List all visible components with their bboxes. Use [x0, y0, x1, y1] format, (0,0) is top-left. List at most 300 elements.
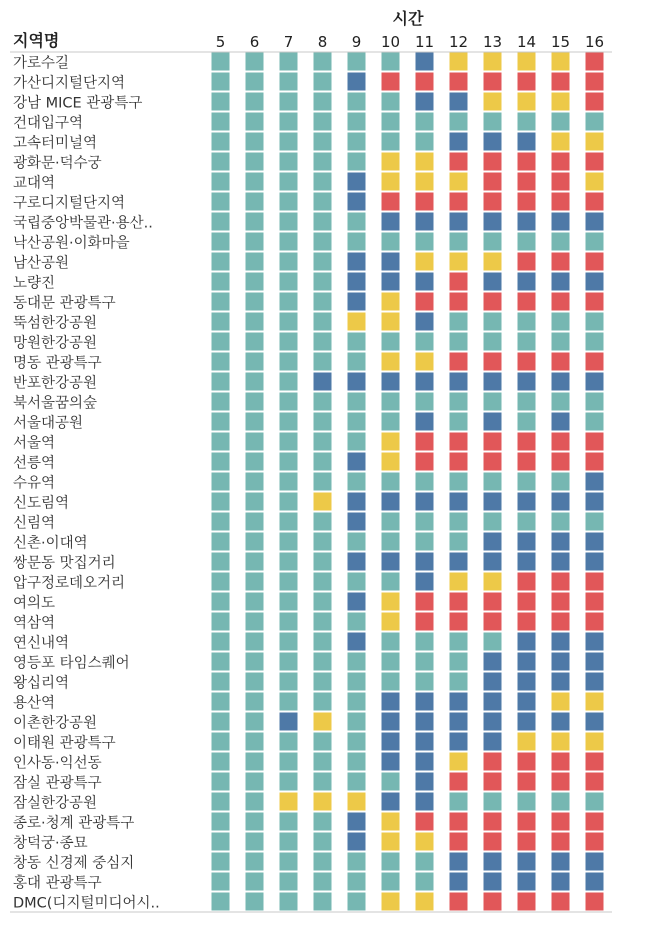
heatmap-cell [586, 553, 604, 571]
heatmap-cell [586, 793, 604, 811]
heatmap-row [13, 513, 604, 532]
heatmap-cell [586, 433, 604, 451]
heatmap-cell [348, 553, 366, 571]
heatmap-cell [416, 493, 434, 511]
heatmap-cell [552, 833, 570, 851]
heatmap-cell [348, 653, 366, 671]
heatmap-cell [484, 653, 502, 671]
heatmap-cell [348, 393, 366, 411]
heatmap-cell [450, 493, 468, 511]
heatmap-cell [314, 373, 332, 391]
row-label: 건대입구역 [13, 115, 84, 132]
row-label: 서울대공원 [13, 415, 84, 432]
heatmap-cell [552, 893, 570, 911]
heatmap-cell [450, 113, 468, 131]
heatmap-cell [586, 633, 604, 651]
heatmap-cell [586, 713, 604, 731]
heatmap-row [13, 233, 604, 252]
heatmap-cell [348, 793, 366, 811]
heatmap-cell [212, 673, 230, 691]
heatmap-cell [552, 373, 570, 391]
heatmap-cell [450, 193, 468, 211]
heatmap-cell [484, 353, 502, 371]
heatmap-row [13, 273, 604, 292]
heatmap-cell [382, 773, 400, 791]
heatmap-cell [416, 813, 434, 831]
heatmap-cell [314, 173, 332, 191]
heatmap-cell [484, 873, 502, 891]
heatmap-cell [552, 453, 570, 471]
heatmap-cell [314, 493, 332, 511]
heatmap-cell [280, 713, 298, 731]
heatmap-cell [518, 673, 536, 691]
heatmap-cell [382, 153, 400, 171]
heatmap-cell [484, 293, 502, 311]
heatmap-cell [552, 53, 570, 71]
heatmap-cell [280, 213, 298, 231]
heatmap-cell [280, 533, 298, 551]
heatmap-cell [416, 93, 434, 111]
heatmap-cell [212, 693, 230, 711]
heatmap-cell [348, 873, 366, 891]
heatmap-cell [348, 573, 366, 591]
heatmap-cell [280, 113, 298, 131]
heatmap-cell [552, 173, 570, 191]
heatmap-row [13, 553, 604, 572]
heatmap-cell [484, 533, 502, 551]
heatmap-cell [552, 553, 570, 571]
heatmap-cell [484, 413, 502, 431]
heatmap-cell [348, 113, 366, 131]
heatmap-cell [518, 173, 536, 191]
heatmap-cell [246, 313, 264, 331]
heatmap-cell [382, 433, 400, 451]
heatmap-cell [416, 753, 434, 771]
heatmap-cell [246, 373, 264, 391]
heatmap-cell [314, 393, 332, 411]
heatmap-cell [416, 693, 434, 711]
heatmap-cell [314, 613, 332, 631]
heatmap-cell [450, 73, 468, 91]
heatmap-row [13, 373, 604, 392]
heatmap-cell [416, 893, 434, 911]
heatmap-cell [450, 273, 468, 291]
heatmap-cell [212, 453, 230, 471]
heatmap-cell [518, 153, 536, 171]
heatmap-cell [450, 133, 468, 151]
heatmap-cell [552, 673, 570, 691]
heatmap-cell [212, 53, 230, 71]
heatmap-cell [586, 353, 604, 371]
column-label-11: 11 [414, 33, 435, 51]
heatmap-cell [552, 633, 570, 651]
heatmap-cell [416, 73, 434, 91]
heatmap-cell [280, 253, 298, 271]
column-label-9: 9 [351, 33, 362, 51]
heatmap-cell [246, 73, 264, 91]
heatmap-row [13, 113, 604, 132]
heatmap-row [13, 153, 604, 172]
heatmap-cell [586, 853, 604, 871]
heatmap-cell [212, 573, 230, 591]
heatmap-cell [314, 453, 332, 471]
heatmap-cell [348, 73, 366, 91]
heatmap-cell [484, 93, 502, 111]
heatmap-cell [484, 733, 502, 751]
heatmap-cell [280, 333, 298, 351]
heatmap-cell [416, 273, 434, 291]
heatmap-cell [518, 133, 536, 151]
heatmap-cell [552, 273, 570, 291]
heatmap-cell [212, 153, 230, 171]
heatmap-cell [212, 253, 230, 271]
heatmap-cell [484, 433, 502, 451]
heatmap-cell [586, 293, 604, 311]
heatmap-cell [484, 793, 502, 811]
heatmap-cell [484, 373, 502, 391]
heatmap-cell [382, 313, 400, 331]
heatmap-cell [450, 733, 468, 751]
heatmap-cell [280, 673, 298, 691]
heatmap-cell [518, 393, 536, 411]
heatmap-cell [518, 633, 536, 651]
heatmap-cell [450, 893, 468, 911]
row-label: 구로디지털단지역 [13, 195, 126, 212]
heatmap-cell [552, 133, 570, 151]
heatmap-cell [280, 573, 298, 591]
heatmap-row [13, 193, 604, 212]
heatmap-cell [280, 413, 298, 431]
heatmap-cell [552, 653, 570, 671]
heatmap-cell [484, 313, 502, 331]
row-label: 가산디지털단지역 [13, 75, 126, 92]
heatmap-cell [246, 653, 264, 671]
heatmap-cell [382, 793, 400, 811]
heatmap-cell [280, 153, 298, 171]
heatmap-cell [586, 313, 604, 331]
heatmap-cell [552, 853, 570, 871]
row-label: DMC(디지털미디어시.. [13, 895, 160, 912]
heatmap-cell [314, 513, 332, 531]
heatmap-row [13, 733, 604, 752]
heatmap-cell [280, 473, 298, 491]
heatmap-cell [518, 653, 536, 671]
heatmap-cell [484, 393, 502, 411]
heatmap-cell [416, 853, 434, 871]
heatmap-cell [586, 253, 604, 271]
heatmap-cell [586, 53, 604, 71]
heatmap-cell [246, 693, 264, 711]
heatmap-cell [314, 193, 332, 211]
heatmap-cell [348, 213, 366, 231]
heatmap-cell [518, 713, 536, 731]
row-label: 창동 신경제 중심지 [13, 855, 135, 872]
row-label: 국립중앙박물관·용산.. [13, 215, 153, 232]
heatmap-row [13, 73, 604, 92]
heatmap-cell [586, 573, 604, 591]
heatmap-cell [416, 453, 434, 471]
heatmap-cell [518, 433, 536, 451]
row-label: 강남 MICE 관광특구 [13, 95, 143, 112]
heatmap-cell [382, 353, 400, 371]
heatmap-cell [348, 533, 366, 551]
heatmap-cell [212, 613, 230, 631]
heatmap-cell [212, 513, 230, 531]
heatmap-cell [382, 893, 400, 911]
heatmap-cell [484, 573, 502, 591]
heatmap-cell [586, 533, 604, 551]
heatmap-cell [280, 433, 298, 451]
heatmap-cell [484, 213, 502, 231]
heatmap-cell [552, 73, 570, 91]
heatmap-cell [212, 193, 230, 211]
heatmap-cell [246, 813, 264, 831]
heatmap-cell [518, 893, 536, 911]
heatmap-cell [212, 853, 230, 871]
heatmap-cell [246, 293, 264, 311]
heatmap-cell [212, 333, 230, 351]
row-label: 압구정로데오거리 [13, 575, 126, 592]
heatmap-cell [586, 213, 604, 231]
heatmap-cell [518, 273, 536, 291]
heatmap-cell [280, 833, 298, 851]
heatmap-cell [450, 213, 468, 231]
heatmap-cell [416, 713, 434, 731]
heatmap-cell [246, 613, 264, 631]
heatmap-cell [552, 353, 570, 371]
heatmap-row [13, 53, 604, 72]
heatmap-cell [348, 353, 366, 371]
heatmap-cell [518, 213, 536, 231]
heatmap-cell [348, 333, 366, 351]
heatmap-cell [416, 233, 434, 251]
heatmap-cell [518, 793, 536, 811]
heatmap-cell [552, 713, 570, 731]
heatmap-cell [246, 893, 264, 911]
heatmap-cell [280, 373, 298, 391]
heatmap-cell [552, 333, 570, 351]
heatmap-cell [382, 233, 400, 251]
heatmap-cell [348, 293, 366, 311]
heatmap-cell [212, 473, 230, 491]
heatmap-cell [280, 853, 298, 871]
heatmap-cell [586, 613, 604, 631]
heatmap-cell [450, 793, 468, 811]
heatmap-cell [314, 553, 332, 571]
heatmap-cell [280, 773, 298, 791]
heatmap-cell [280, 633, 298, 651]
heatmap-cell [382, 213, 400, 231]
heatmap-cell [552, 793, 570, 811]
heatmap-cell [382, 533, 400, 551]
heatmap-cell [450, 233, 468, 251]
heatmap-cell [314, 73, 332, 91]
heatmap-cell [382, 673, 400, 691]
heatmap-cell [518, 453, 536, 471]
heatmap-cell [280, 693, 298, 711]
heatmap-cell [586, 173, 604, 191]
heatmap-cell [416, 873, 434, 891]
heatmap-cell [348, 413, 366, 431]
row-label: 역삼역 [13, 615, 56, 632]
heatmap-cell [416, 773, 434, 791]
row-label: 뚝섬한강공원 [13, 315, 98, 332]
heatmap-cell [518, 833, 536, 851]
heatmap-cell [348, 153, 366, 171]
heatmap-row [13, 533, 604, 552]
heatmap-cell [450, 653, 468, 671]
heatmap-cell [484, 73, 502, 91]
heatmap-cell [314, 133, 332, 151]
heatmap-cell [212, 713, 230, 731]
heatmap-cell [246, 333, 264, 351]
column-header: 시간 [392, 9, 424, 28]
heatmap-cell [314, 53, 332, 71]
heatmap-row [13, 793, 604, 812]
heatmap-row [13, 133, 604, 152]
heatmap-cell [450, 153, 468, 171]
heatmap-cell [212, 733, 230, 751]
heatmap-cell [518, 753, 536, 771]
heatmap-cell [212, 293, 230, 311]
heatmap-cell [382, 93, 400, 111]
row-label: 반포한강공원 [13, 375, 98, 392]
heatmap-cell [348, 853, 366, 871]
column-label-13: 13 [482, 33, 503, 51]
heatmap-cell [314, 733, 332, 751]
heatmap-row [13, 353, 604, 372]
heatmap-cell [382, 873, 400, 891]
heatmap-cell [314, 853, 332, 871]
heatmap-cell [416, 313, 434, 331]
heatmap-cell [484, 333, 502, 351]
heatmap-cell [416, 133, 434, 151]
column-label-8: 8 [317, 33, 328, 51]
heatmap-cell [314, 433, 332, 451]
heatmap-cell [450, 553, 468, 571]
heatmap-cell [552, 233, 570, 251]
heatmap-cell [586, 453, 604, 471]
heatmap-cell [518, 513, 536, 531]
heatmap-cell [450, 433, 468, 451]
heatmap-cell [382, 753, 400, 771]
heatmap-cell [484, 53, 502, 71]
heatmap-cell [314, 593, 332, 611]
heatmap-cell [518, 333, 536, 351]
heatmap-cell [314, 293, 332, 311]
heatmap-row [13, 493, 604, 512]
heatmap-cell [348, 753, 366, 771]
row-label: 여의도 [13, 595, 56, 612]
heatmap-cell [314, 93, 332, 111]
heatmap-cell [382, 293, 400, 311]
heatmap-cell [348, 773, 366, 791]
heatmap-cell [450, 333, 468, 351]
heatmap-cell [246, 593, 264, 611]
heatmap-cell [314, 693, 332, 711]
heatmap-cell [518, 353, 536, 371]
heatmap-row [13, 393, 604, 412]
heatmap-cell [518, 313, 536, 331]
heatmap-cell [416, 353, 434, 371]
heatmap-cell [552, 413, 570, 431]
heatmap-cell [382, 573, 400, 591]
heatmap-cell [246, 473, 264, 491]
heatmap-cell [382, 453, 400, 471]
heatmap-cell [382, 373, 400, 391]
heatmap-cell [518, 373, 536, 391]
heatmap-cell [450, 413, 468, 431]
row-label: 망원한강공원 [13, 335, 98, 352]
heatmap-cell [518, 873, 536, 891]
heatmap-cell [280, 813, 298, 831]
heatmap-cell [586, 273, 604, 291]
heatmap-cell [314, 773, 332, 791]
heatmap-cell [280, 233, 298, 251]
heatmap-cell [280, 453, 298, 471]
heatmap-cell [382, 513, 400, 531]
heatmap-cell [552, 533, 570, 551]
row-label: 낙산공원·이화마을 [13, 235, 130, 252]
heatmap-cell [348, 493, 366, 511]
heatmap-cell [586, 653, 604, 671]
row-label: 수유역 [13, 475, 56, 492]
heatmap-cell [518, 573, 536, 591]
heatmap-cell [416, 533, 434, 551]
heatmap-cell [280, 893, 298, 911]
heatmap-cell [382, 613, 400, 631]
heatmap-cell [382, 813, 400, 831]
heatmap-cell [586, 833, 604, 851]
heatmap-cell [450, 633, 468, 651]
heatmap-cell [484, 813, 502, 831]
heatmap-cell [314, 473, 332, 491]
heatmap-row [13, 453, 604, 472]
row-label: 연신내역 [13, 635, 70, 652]
heatmap-cell [552, 213, 570, 231]
row-header: 지역명 [13, 31, 60, 50]
heatmap-cell [518, 53, 536, 71]
row-label: 고속터미널역 [13, 135, 98, 152]
heatmap-row [13, 413, 604, 432]
row-label: 창덕궁·종묘 [13, 835, 88, 852]
heatmap-cell [484, 193, 502, 211]
heatmap-cell [382, 113, 400, 131]
heatmap-cell [450, 773, 468, 791]
heatmap-cell [586, 733, 604, 751]
heatmap-cell [484, 233, 502, 251]
heatmap-cell [314, 893, 332, 911]
heatmap-cell [518, 233, 536, 251]
heatmap-cell [382, 173, 400, 191]
heatmap-cell [416, 333, 434, 351]
heatmap-cell [314, 253, 332, 271]
heatmap-cell [246, 433, 264, 451]
heatmap-cell [484, 893, 502, 911]
heatmap-cell [552, 193, 570, 211]
heatmap-cell [416, 673, 434, 691]
heatmap-cell [280, 293, 298, 311]
heatmap-row [13, 613, 604, 632]
heatmap-cell [382, 253, 400, 271]
heatmap-cell [246, 213, 264, 231]
heatmap-cell [382, 493, 400, 511]
heatmap-cell [450, 593, 468, 611]
heatmap-cell [518, 853, 536, 871]
heatmap-cell [416, 613, 434, 631]
heatmap-cell [280, 493, 298, 511]
heatmap-cell [246, 273, 264, 291]
